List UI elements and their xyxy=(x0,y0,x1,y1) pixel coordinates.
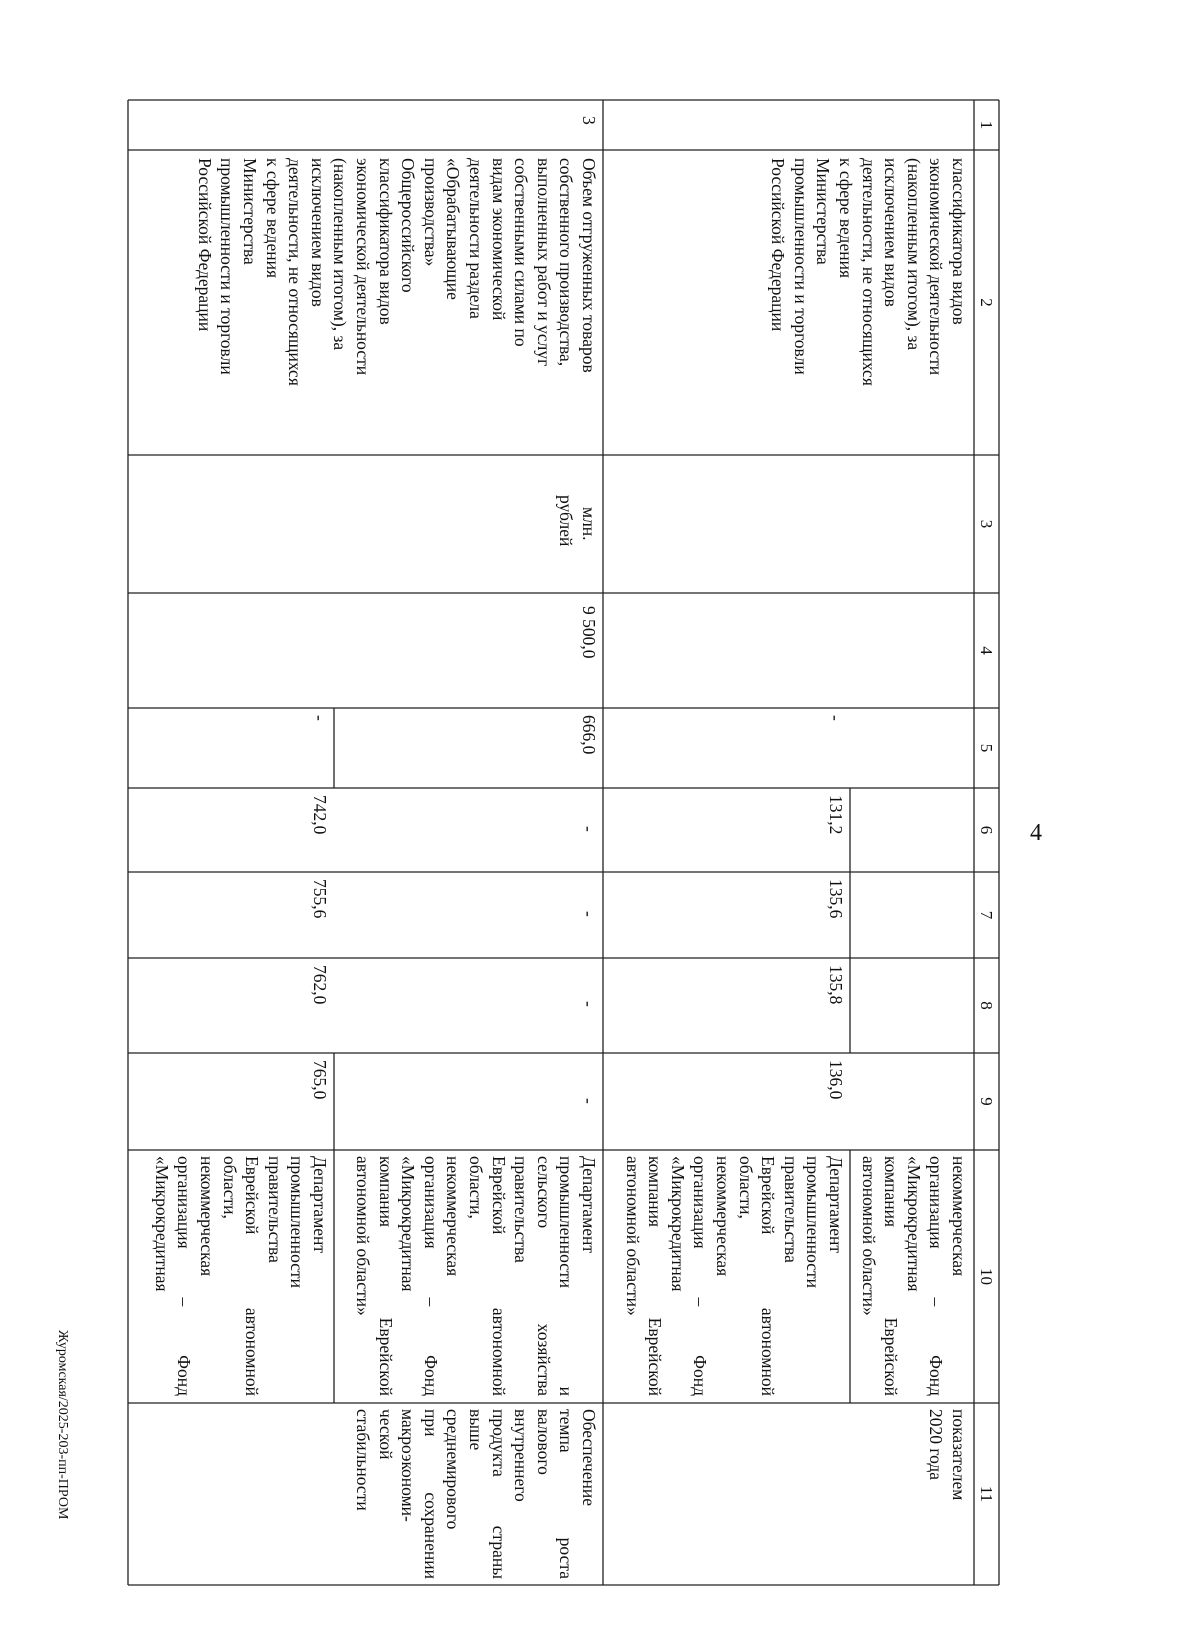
page-number: 4 xyxy=(1030,820,1042,846)
row-top-col9: 136,0 xyxy=(826,1060,846,1100)
header-1: 1 xyxy=(977,120,996,130)
row-3-col5-a: 666,0 xyxy=(579,715,599,755)
row-3-col8-a: - xyxy=(579,1001,599,1007)
row-top-col8: 135,8 xyxy=(826,965,846,1005)
header-8: 8 xyxy=(977,1001,996,1010)
header-2: 2 xyxy=(977,298,996,307)
row-3-col9-a: - xyxy=(579,1098,599,1104)
row-3-col10-executor-bottom: Департамент промышленности правительства Еврейской автономной области, некоммерческая организация – Фонд «Микрокредитная xyxy=(151,1156,330,1396)
header-5: 5 xyxy=(977,743,996,753)
row-3-col6-b: 742,0 xyxy=(310,795,330,835)
row-3-col8-b: 762,0 xyxy=(310,965,330,1005)
header-7: 7 xyxy=(977,910,996,920)
header-9: 9 xyxy=(977,1097,996,1106)
row-top-col11-result: показателем 2020 года xyxy=(926,1409,969,1501)
header-10: 10 xyxy=(977,1268,996,1285)
row-top-col5: - xyxy=(826,715,846,721)
row-3-col9-b: 765,0 xyxy=(310,1060,330,1100)
row-3-col6-a: - xyxy=(579,826,599,832)
row-3-col7-b: 755,6 xyxy=(310,879,330,919)
row-3-col4: 9 500,0 xyxy=(579,606,599,659)
row-3-col11-result: Обеспечение темпа роста валового внутреннего продукта страны выше среднемирового при сохранении макроэкономи- ческой стабильности xyxy=(353,1409,599,1579)
row-3-indicator-text: Объем отгруженных товаров собственного производства, выполненных работ и услуг собственными силами по видам экономической деятельности раздела «Обрабатывающие производства» Общероссийского классификатора видов экономической деятельности (накопленным итогом), за исключением видов деятельности, не относящихся к сфере ведения Министерства промышленности и торговли Российской Федерации xyxy=(194,158,599,386)
row-3-unit: млн. рублей xyxy=(556,495,599,547)
row-top-col10-executor-bottom: Департамент промышленности правительства Еврейской автономной области, некоммерческая организация – Фонд «Микрокредитная компания Еврейской автономной области» xyxy=(622,1156,846,1396)
row-3-col10-executor-top: Департамент промышленности и сельского хозяйства правительства Еврейской автономной области, некоммерческая организация – Фонд «Микрокредитная компания Еврейской автономной области» xyxy=(353,1156,599,1396)
header-11: 11 xyxy=(977,1485,996,1503)
row-3-number: 3 xyxy=(579,116,599,125)
row-3-col5-b: - xyxy=(310,715,330,721)
row-top-col7: 135,6 xyxy=(826,879,846,919)
row-3-col7-a: - xyxy=(579,911,599,917)
header-4: 4 xyxy=(977,646,996,655)
row-top-col10-executor-top: некоммерческая организация – Фонд «Микрокредитная компания Еврейской автономной области» xyxy=(858,1156,969,1396)
header-6: 6 xyxy=(977,825,996,835)
row-top-col6: 131,2 xyxy=(826,795,846,835)
footer-document-code: Журомская/2025-203-пп-ПРОМ xyxy=(55,1330,70,1520)
row-top-indicator-text: классификатора видов экономической деятельности (накопленным итогом), за исключением видов деятельности, не относящихся к сфере ведения Министерства промышленности и торговли Российской Федерации xyxy=(768,158,969,386)
header-3: 3 xyxy=(977,519,996,529)
